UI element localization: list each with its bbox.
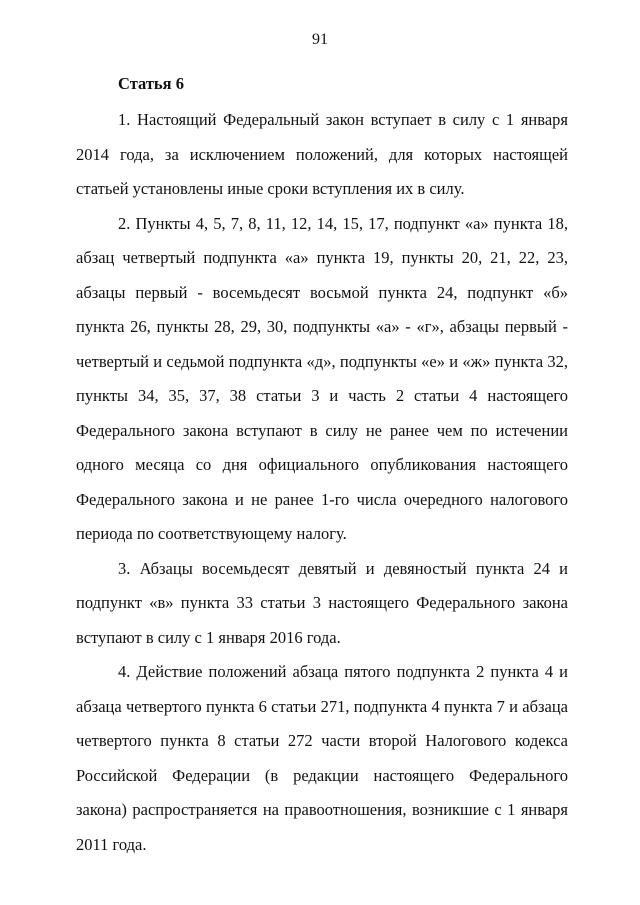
paragraph-2: 2. Пункты 4, 5, 7, 8, 11, 12, 14, 15, 17, подпункт «а» пункта 18, абзац четвертый подпункта «а» пункта 19, пункты 20, 21, 22, 23, абзацы первый - восемьдесят восьмой пункта 24, подпункт «б» пункта 26, пункты 28, 29, 30, подпункты «а» - «г», абзацы первый - четвертый и седьмой подпункта «д», подпункты «е» и «ж» пункта 32, пункты 34, 35, 37, 38 статьи 3 и часть 2 статьи 4 настоящего Федерального закона вступают в силу не ранее чем по истечении одного месяца со дня официального опубликования настоящего Федерального закона и не ранее 1-го числа очередного налогового периода по соответствующему налогу. bbox=[76, 213, 568, 543]
page-number: 91 bbox=[312, 31, 328, 48]
article-title: Статья 6 bbox=[118, 74, 184, 93]
paragraph-4: 4. Действие положений абзаца пятого подпункта 2 пункта 4 и абзаца четвертого пункта 6 статьи 271, подпункта 4 пункта 7 и абзаца четвертого пункта 8 статьи 272 части второй Налогового кодекса Российской Федерации (в редакции настоящего Федерального закона) распространяется на правоотношения, возникшие с 1 января 2011 года. bbox=[76, 662, 568, 854]
article-body bbox=[76, 103, 568, 862]
paragraph-1: 1. Настоящий Федеральный закон вступает в силу с 1 января 2014 года, за исключением положений, для которых настоящей статьей установлены иные сроки вступления их в силу. bbox=[76, 110, 568, 198]
paragraph-3: 3. Абзацы восемьдесят девятый и девяностый пункта 24 и подпункт «в» пункта 33 статьи 3 настоящего Федерального закона вступают в силу с 1 января 2016 года. bbox=[76, 558, 568, 647]
